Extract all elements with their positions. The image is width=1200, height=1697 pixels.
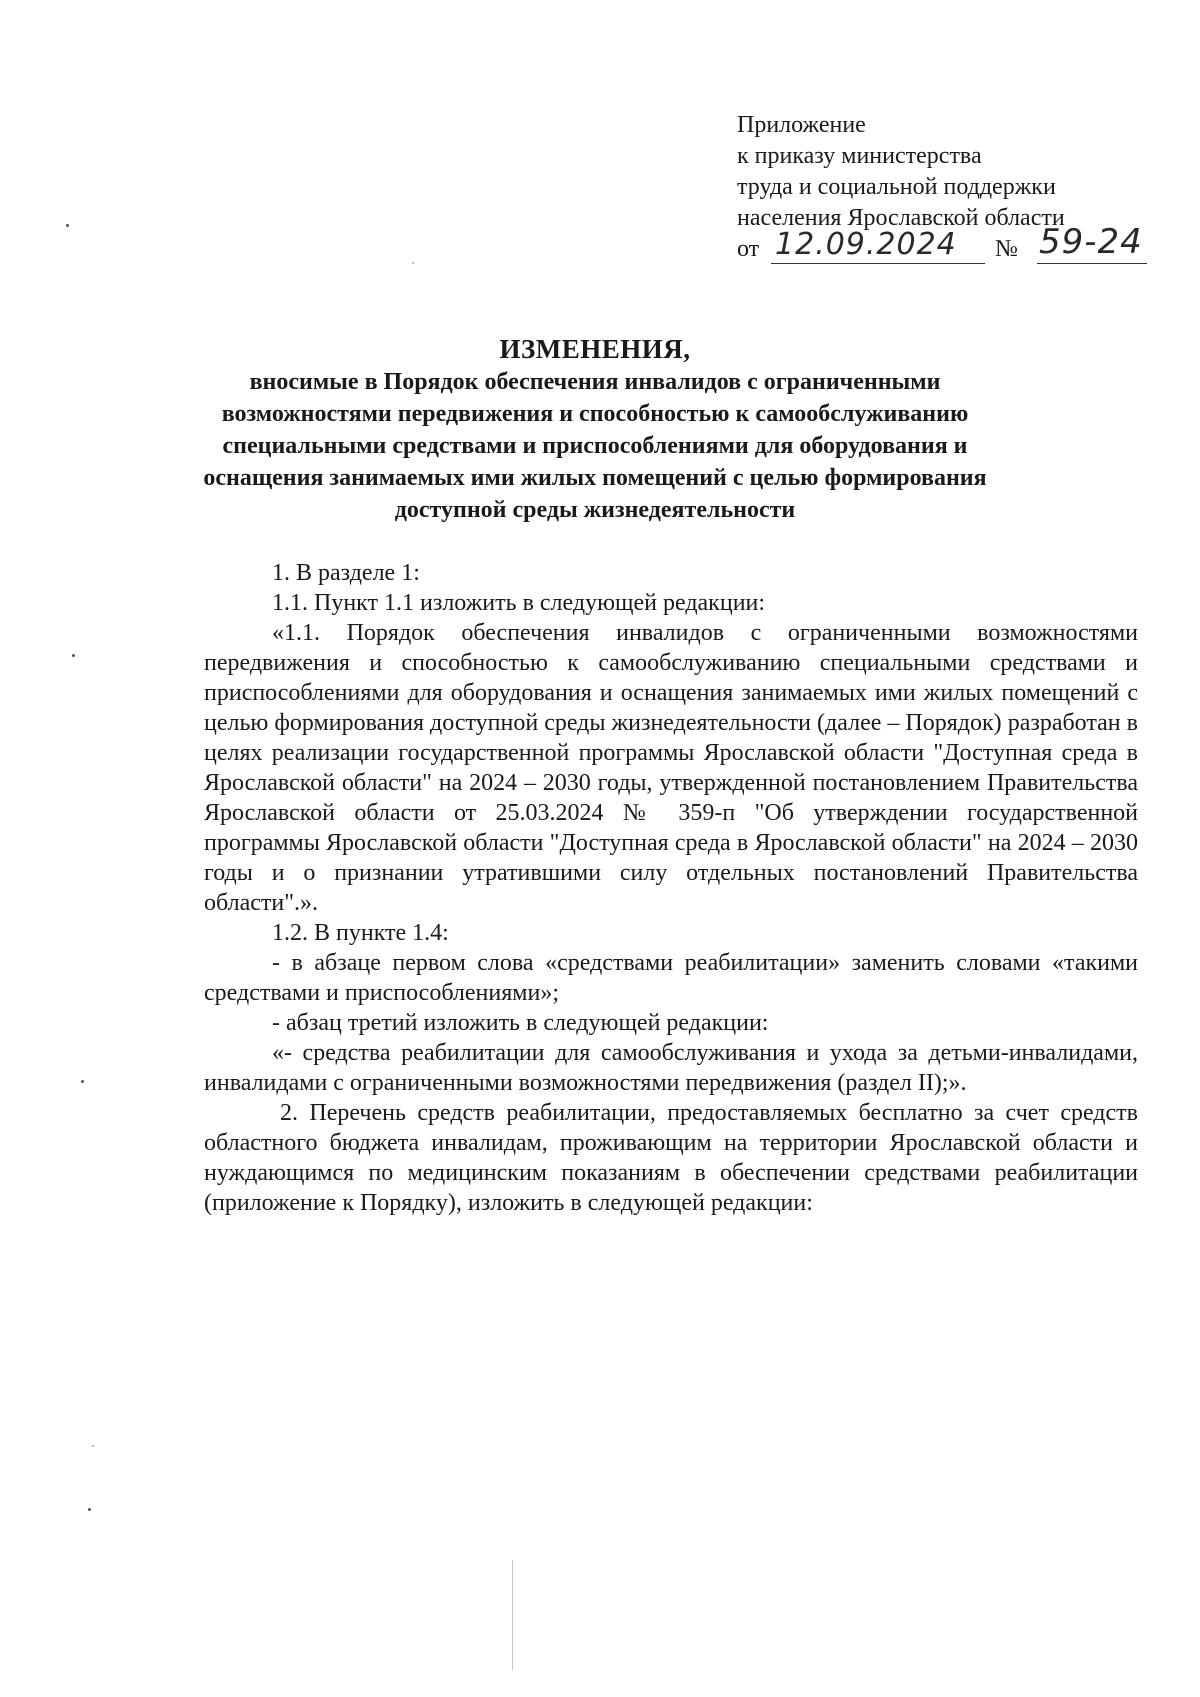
document-body	[204, 558, 1138, 1218]
paragraph-6: - абзац третий изложить в следующей редакции:	[272, 1010, 769, 1036]
handwritten-number: 59-24	[1039, 222, 1143, 262]
scan-fold-line	[512, 1560, 513, 1670]
number-label: №	[995, 236, 1018, 262]
document-title: ИЗМЕНЕНИЯ,	[499, 334, 691, 364]
scan-speck	[66, 224, 69, 227]
scan-speck	[88, 1508, 91, 1511]
order-number-field	[1037, 222, 1147, 264]
scan-speck	[81, 1080, 84, 1083]
document-title-block	[200, 332, 990, 526]
appendix-line-4: населения Ярославской области	[737, 205, 1065, 231]
scan-speck	[92, 1445, 94, 1447]
paragraph-2: 1.1. Пункт 1.1 изложить в следующей редакции:	[272, 590, 766, 616]
scan-speck	[412, 262, 414, 264]
paragraph-4: 1.2. В пункте 1.4:	[272, 920, 449, 946]
date-prefix: от	[737, 236, 760, 262]
handwritten-date: 12.09.2024	[775, 227, 957, 262]
document-subtitle: вносимые в Порядок обеспечения инвалидов с ограниченными возможностями передвижения и способностью к самообслуживанию специальными средствами и приспособлениями для оборудования и оснащения занимаемых ими жилых помещений с целью формирования доступной среды жизнедеятельности	[203, 369, 987, 523]
appendix-line-1: Приложение	[737, 112, 866, 138]
paragraph-5: - в абзаце первом слова «средствами реабилитации» заменить словами «такими средствами и приспособлениями»;	[204, 950, 1138, 1006]
paragraph-7: «- средства реабилитации для самообслуживания и ухода за детьми-инвалидами, инвалидами с ограниченными возможностями передвижения (раздел II);».	[204, 1040, 1138, 1096]
paragraph-3: «1.1. Порядок обеспечения инвалидов с ограниченными возможностями передвижения и способностью к самообслуживанию специальными средствами и приспособлениями для оборудования и оснащения занимаемых ими жилых помещений с целью формирования доступной среды жизнедеятельности (далее – Порядок) разработан в целях реализации государственной программы Ярославской области "Доступная среда в Ярославской области" на 2024 – 2030 годы, утвержденной постановлением Правительства Ярославской области от 25.03.2024 № 359-п "Об утверждении государственной программы Ярославской области "Доступная среда в Ярославской области" на 2024 – 2030 годы и о признании утратившими силу отдельных постановлений Правительства области".».	[204, 620, 1138, 916]
paragraph-1: 1. В разделе 1:	[272, 560, 420, 586]
appendix-line-3: труда и социальной поддержки	[737, 174, 1056, 200]
order-date-number-line	[737, 222, 1157, 265]
appendix-line-2: к приказу министерства	[737, 143, 982, 169]
appendix-header	[737, 110, 1157, 265]
paragraph-8: 2. Перечень средств реабилитации, предоставляемых бесплатно за счет средств областного бюджета инвалидам, проживающим на территории Ярославской области и нуждающимся по медицинским показаниям в обеспечении средствами реабилитации (приложение к Порядку), изложить в следующей редакции:	[204, 1100, 1138, 1216]
scan-speck	[72, 654, 75, 657]
order-date-field	[771, 227, 985, 264]
